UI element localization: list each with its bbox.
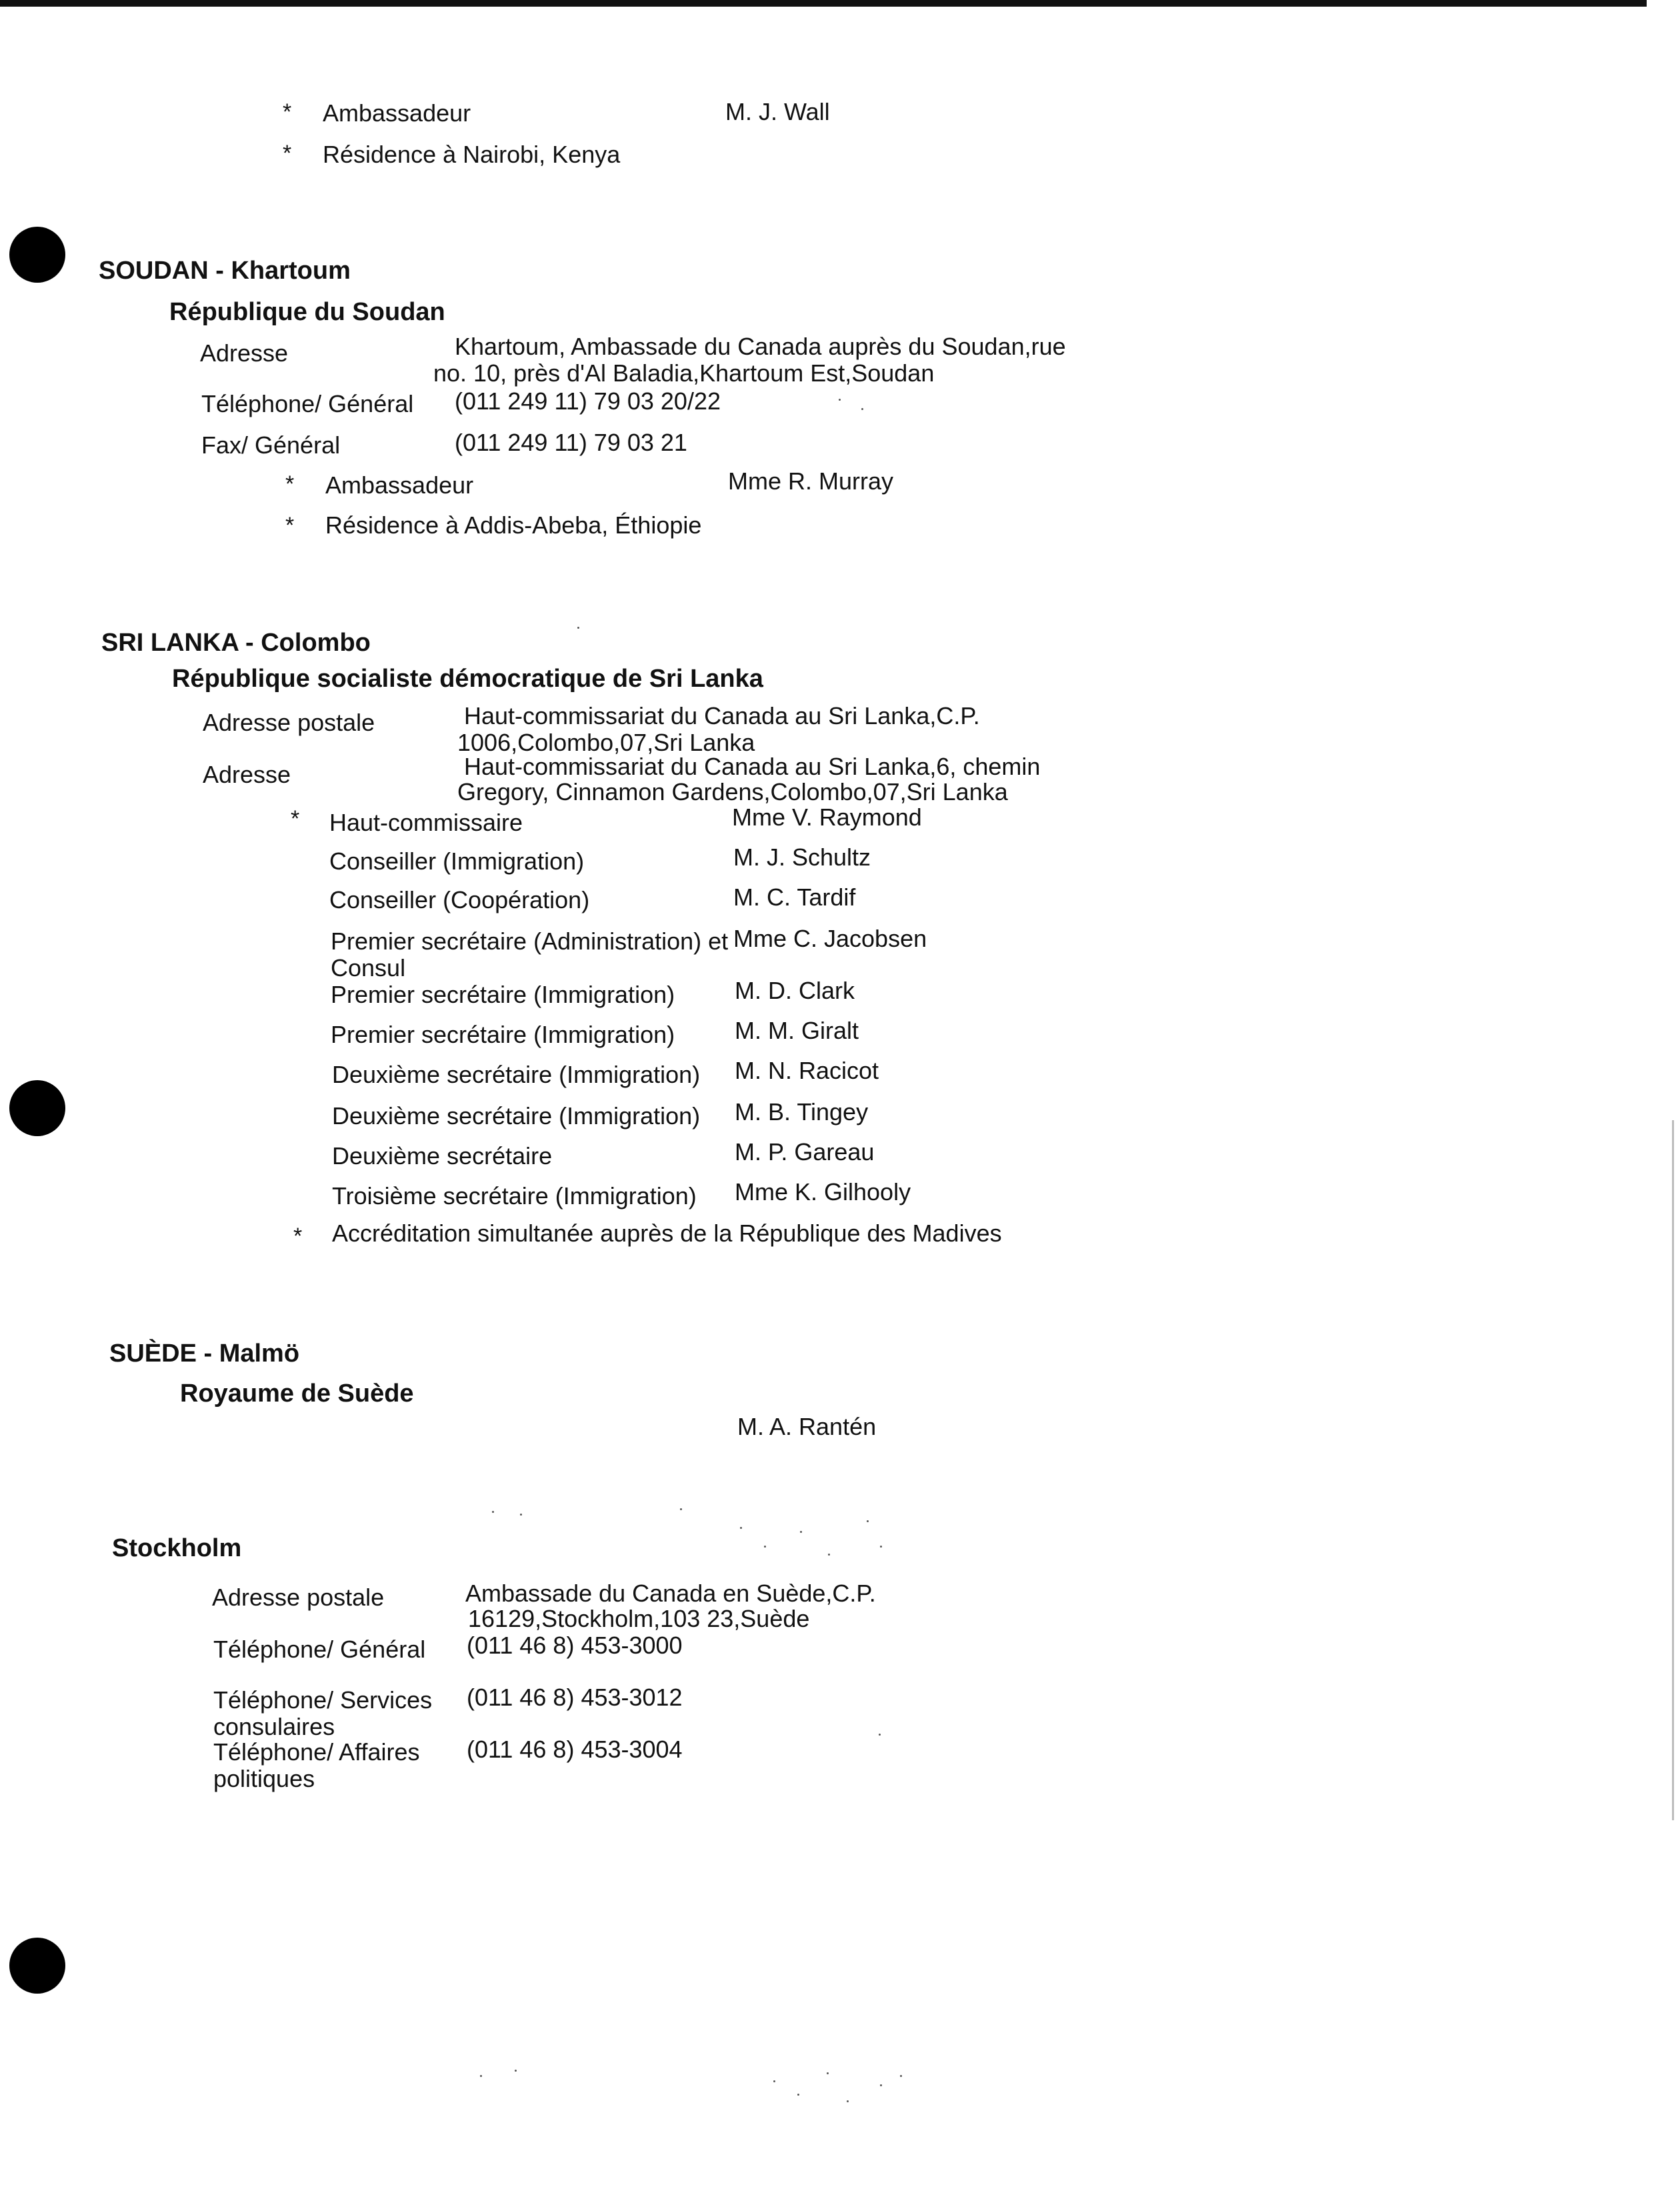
phone-value: (011 249 11) 79 03 20/22 (455, 387, 721, 415)
punch-hole-middle (9, 1080, 65, 1136)
country-heading: SRI LANKA - Colombo (101, 629, 371, 657)
postal-address-line1: Haut-commissariat du Canada au Sri Lanka,C.P. (464, 702, 980, 729)
country-official-name: Royaume de Suède (180, 1380, 414, 1408)
country-heading: SOUDAN - Khartoum (99, 257, 351, 285)
staff-name: M. P. Gareau (735, 1138, 875, 1166)
punch-hole-bottom (9, 1938, 65, 1994)
phone-label: Téléphone/ Général (213, 1636, 426, 1663)
staff-name: M. J. Schultz (733, 843, 871, 871)
staff-name: Mme K. Gilhooly (735, 1178, 911, 1206)
staff-title: Troisième secrétaire (Immigration) (332, 1182, 697, 1210)
staff-title: Premier secrétaire (Immigration) (331, 1021, 675, 1048)
staff-title: Deuxième secrétaire (332, 1142, 553, 1170)
address-value-line2: Gregory, Cinnamon Gardens,Colombo,07,Sri Lanka (457, 778, 1008, 805)
staff-name: M. C. Tardif (733, 883, 856, 911)
postal-address-line2: 1006,Colombo,07,Sri Lanka (457, 729, 755, 756)
phone-consular-value: (011 46 8) 453-3012 (467, 1684, 683, 1711)
consul-name: M. A. Rantén (737, 1413, 877, 1440)
ambassador-name: Mme R. Murray (728, 467, 894, 495)
staff-title: Conseiller (Coopération) (329, 886, 590, 913)
ambassador-name: M. J. Wall (725, 98, 830, 125)
country-heading: SUÈDE - Malmö (109, 1340, 300, 1368)
bullet: * (283, 99, 292, 125)
phone-value: (011 46 8) 453-3000 (467, 1632, 683, 1659)
ambassador-label: Ambassadeur (325, 471, 474, 499)
postal-address-label: Adresse postale (203, 709, 375, 736)
address-value-line2: no. 10, près d'Al Baladia,Khartoum Est,Soudan (433, 359, 935, 387)
postal-address-label: Adresse postale (212, 1584, 385, 1611)
staff-title: Deuxième secrétaire (Immigration) (332, 1102, 701, 1130)
postal-address-line1: Ambassade du Canada en Suède,C.P. (465, 1580, 876, 1607)
staff-title: Haut-commissaire (329, 809, 523, 836)
staff-title: Premier secrétaire (Immigration) (331, 981, 675, 1008)
country-official-name: République du Soudan (169, 298, 445, 326)
residence-note: Résidence à Nairobi, Kenya (323, 141, 621, 168)
staff-title-line2: Consul (331, 954, 406, 981)
phone-political-value: (011 46 8) 453-3004 (467, 1736, 683, 1763)
staff-title: Premier secrétaire (Administration) et (331, 927, 729, 955)
residence-note: Résidence à Addis-Abeba, Éthiopie (325, 511, 702, 539)
staff-name: M. D. Clark (735, 977, 855, 1004)
address-value-line1: Haut-commissariat du Canada au Sri Lanka,6, chemin (464, 753, 1041, 780)
bullet: * (285, 513, 295, 538)
country-official-name: République socialiste démocratique de Sri Lanka (172, 665, 763, 693)
bullet: * (285, 471, 295, 497)
staff-name: Mme V. Raymond (732, 803, 922, 831)
scan-top-edge (0, 0, 1647, 7)
staff-name: M. M. Giralt (735, 1017, 859, 1044)
staff-title: Deuxième secrétaire (Immigration) (332, 1061, 701, 1088)
staff-title: Conseiller (Immigration) (329, 847, 585, 875)
city-heading: Stockholm (112, 1534, 242, 1562)
address-value-line1: Khartoum, Ambassade du Canada auprès du Soudan,rue (455, 333, 1066, 360)
bullet: * (291, 806, 300, 831)
address-label: Adresse (200, 339, 289, 367)
scan-right-edge (1672, 1120, 1674, 1820)
fax-label: Fax/ Général (201, 431, 341, 459)
accreditation-note: Accréditation simultanée auprès de la République des Madives (332, 1220, 1002, 1247)
phone-label: Téléphone/ Général (201, 390, 414, 417)
staff-name: M. N. Racicot (735, 1057, 879, 1084)
bullet: * (283, 141, 292, 166)
address-label: Adresse (203, 761, 291, 788)
phone-consular-label: Téléphone/ Services (213, 1686, 433, 1714)
phone-political-label: Téléphone/ Affaires (213, 1738, 420, 1766)
fax-value: (011 249 11) 79 03 21 (455, 429, 687, 456)
staff-name: Mme C. Jacobsen (733, 925, 927, 952)
phone-consular-label-line2: consulaires (213, 1713, 335, 1740)
punch-hole-top (9, 227, 65, 283)
bullet: * (293, 1224, 303, 1249)
ambassador-label: Ambassadeur (323, 99, 471, 127)
staff-name: M. B. Tingey (735, 1098, 869, 1126)
phone-political-label-line2: politiques (213, 1765, 315, 1792)
postal-address-line2: 16129,Stockholm,103 23,Suède (468, 1605, 810, 1632)
